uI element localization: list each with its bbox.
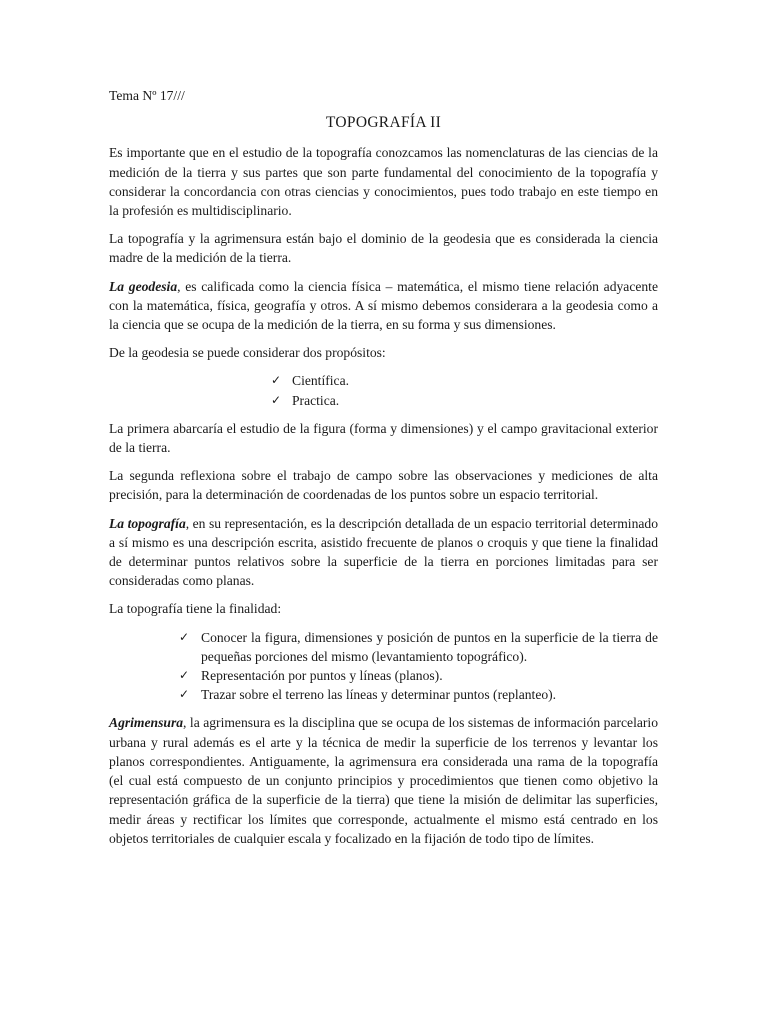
list-item-text: Trazar sobre el terreno las líneas y determinar puntos (replanteo). [201, 687, 557, 703]
agrimensura-definition: , la agrimensura es la disciplina que se ocupa de los sistemas de información parcelario urbana y rural además es el arte y la técnica de medir la superficie de los terrenos y levantar los planos correspondientes. Antiguamente, la agrimensura era considerada una rama de la topografía (el cual está compuesto de un conjunto principios y procedimientos que tienen como objetivo la representación gráfica de la superficie de la tierra) que tiene la misión de delimitar las superficies, medir áreas y rectificar los límites que corresponde, actualmente el mismo está centrado en los objetos territoriales de cualquier escala y focalizado en la fijación de todo tipo de límites. [109, 715, 658, 846]
paragraph-agrimensura [109, 713, 658, 847]
list-item [179, 666, 658, 685]
finalidades-list [109, 628, 658, 705]
list-item-text: Representación por puntos y líneas (planos). [201, 668, 443, 684]
paragraph-segunda: La segunda reflexiona sobre el trabajo de campo sobre las observaciones y mediciones de alta precisión, para la determinación de coordenadas de los puntos sobre un espacio territorial. [109, 468, 658, 503]
paragraph-geodesia-intro: La topografía y la agrimensura están bajo el dominio de la geodesia que es considerada la ciencia madre de la medición de la tierra. [109, 231, 658, 266]
paragraph-intro: Es importante que en el estudio de la topografía conozcamos las nomenclaturas de las ciencias de la medición de la tierra y sus partes que son parte fundamental del conocimiento de la topografía y considerar la concordancia con otras ciencias y conocimientos, pues todo trabajo en este tiempo en la profesión es multidisciplinario. [109, 145, 658, 219]
topografia-definition: , en su representación, es la descripción detallada de un espacio territorial determinado a sí mismo es una descripción escrita, asistido frecuente de planos o croquis y que tiene la finalidad de determinar puntos relativos sobre la superficie de la tierra en porciones limitadas para ser consideradas como planas. [109, 515, 658, 589]
checkmark-icon: ✓ [179, 629, 190, 644]
paragraph-primera: La primera abarcaría el estudio de la figura (forma y dimensiones) y el campo gravitacional exterior de la tierra. [109, 420, 658, 456]
paragraph-geodesia [109, 277, 658, 335]
checkmark-icon: ✓ [271, 373, 282, 388]
propositos-list [109, 371, 658, 409]
topic-header: Tema Nº 17/// [109, 88, 185, 103]
list-item-text: Conocer la figura, dimensiones y posición de puntos en la superficie de la tierra de pequeñas porciones del mismo (levantamiento topográfico). [201, 629, 658, 664]
list-item [179, 685, 658, 704]
list-item [271, 371, 658, 390]
list-item [271, 391, 658, 410]
list-item [179, 628, 658, 666]
geodesia-definition: , es calificada como la ciencia física – matemática, el mismo tiene relación adyacente con la matemática, física, geografía y otros. A sí mismo debemos considerara a la geodesia como a la ciencia que se ocupa de la medición de la tierra, en su forma y sus dimensiones. [109, 278, 658, 333]
term-topografia: La topografía [109, 515, 186, 531]
checkmark-icon: ✓ [179, 668, 190, 683]
paragraph-topografia [109, 514, 658, 591]
term-agrimensura: Agrimensura [109, 715, 184, 731]
paragraph-propositos: De la geodesia se puede considerar dos propósitos: [109, 345, 386, 361]
paragraph-finalidad: La topografía tiene la finalidad: [109, 601, 282, 617]
list-item-text: Practica. [292, 392, 340, 408]
checkmark-icon: ✓ [179, 687, 190, 702]
term-geodesia: La geodesia [109, 278, 178, 294]
page-title: TOPOGRAFÍA II [325, 114, 442, 132]
list-item-text: Científica. [292, 373, 349, 389]
checkmark-icon: ✓ [271, 392, 282, 407]
